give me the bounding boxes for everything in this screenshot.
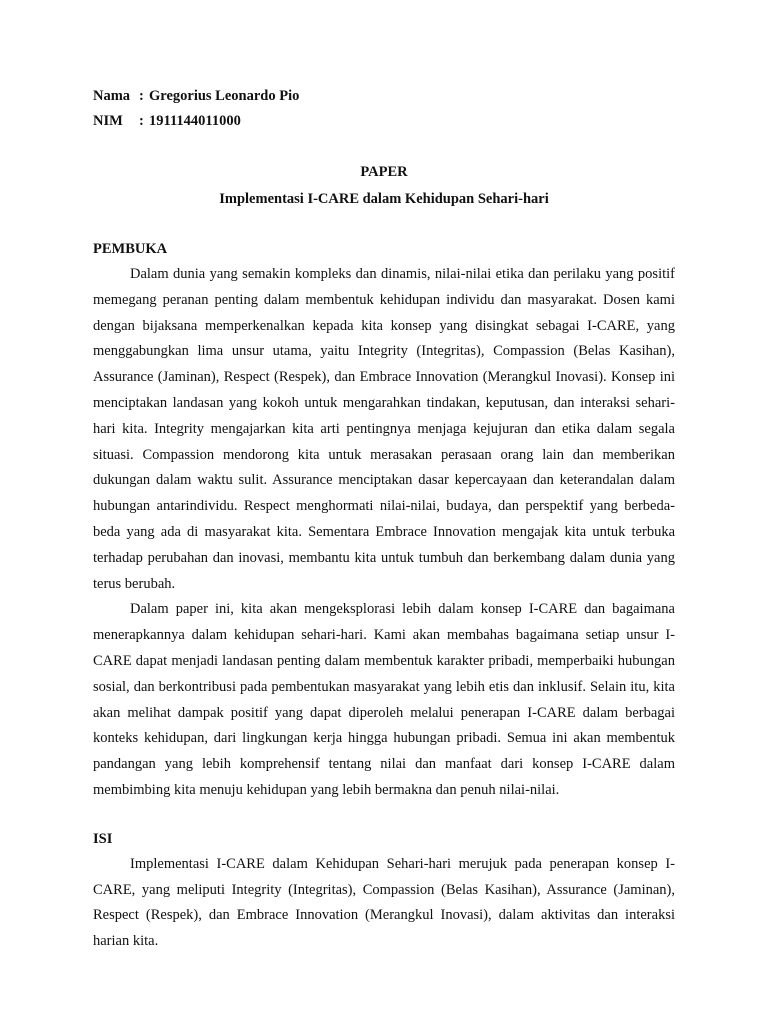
section-heading-opening: PEMBUKA	[93, 241, 168, 257]
paragraph: Dalam paper ini, kita akan mengeksplorasi lebih dalam konsep I-CARE dan bagaimana menerapkannya dalam kehidupan sehari-hari. Kami akan membahas bagaimana setiap unsur I-CARE dapat menjadi landasan penting dalam membentuk karakter pribadi, memperbaiki hubungan sosial, dan berkontribusi pada pembentukan masyarakat yang lebih etis dan inklusif. Selain itu, kita akan melihat dampak positif yang dapat diperoleh melalui penerapan I-CARE dalam berbagai konteks kehidupan, dari lingkungan kerja hingga hubungan pribadi. Semua ini akan membentuk pandangan yang lebih komprehensif tentang nilai dan manfaat dari konsep I-CARE dalam membimbing kita menuju kehidupan yang lebih bermakna dan penuh nilai-nilai.	[93, 601, 675, 798]
section-heading-body: ISI	[93, 830, 113, 847]
paragraph: Implementasi I-CARE dalam Kehidupan Sehari-hari merujuk pada penerapan konsep I-CARE, yang meliputi Integrity (Integritas), Compassion (Belas Kasihan), Assurance (Jaminan), Respect (Respek), dan Embrace Innovation (Merangkul Inovasi), dalam aktivitas dan interaksi harian kita.	[93, 855, 675, 950]
document-page	[93, 84, 675, 955]
document-title: Implementasi I-CARE dalam Kehidupan Sehari-hari	[219, 191, 549, 207]
author-name: Gregorius Leonardo Pio	[149, 88, 300, 104]
name-label: Nama	[93, 88, 131, 104]
author-name-line	[93, 84, 675, 109]
student-id: 1911144011000	[149, 113, 241, 129]
document-type: PAPER	[360, 164, 408, 180]
student-id-line	[93, 109, 675, 134]
nim-label: NIM	[93, 113, 123, 129]
paragraph: Dalam dunia yang semakin kompleks dan dinamis, nilai-nilai etika dan perilaku yang positif memegang peranan penting dalam membentuk kehidupan individu dan masyarakat. Dosen kami dengan bijaksana memperkenalkan kepada kita konsep yang disingkat sebagai I-CARE, yang menggabungkan lima unsur utama, yaitu Integrity (Integritas), Compassion (Belas Kasihan), Assurance (Jaminan), Respect (Respek), dan Embrace Innovation (Merangkul Inovasi). Konsep ini menciptakan landasan yang kokoh untuk mengarahkan tindakan, keputusan, dan interaksi sehari-hari kita. Integrity mengajarkan kita arti pentingnya menjaga kejujuran dan etika dalam segala situasi. Compassion mendorong kita untuk merasakan perasaan orang lain dan memberikan dukungan dalam waktu sulit. Assurance menciptakan dasar kepercayaan dan keterandalan dalam hubungan antarindividu. Respect menghormati nilai-nilai, budaya, dan perspektif yang berbeda-beda yang ada di masyarakat kita. Sementara Embrace Innovation mengajak kita untuk terbuka terhadap perubahan dan inovasi, membantu kita untuk tumbuh dan berkembang dalam dunia yang terus berubah.	[93, 266, 675, 592]
name-separator: :	[139, 88, 144, 104]
nim-separator: :	[139, 113, 144, 129]
